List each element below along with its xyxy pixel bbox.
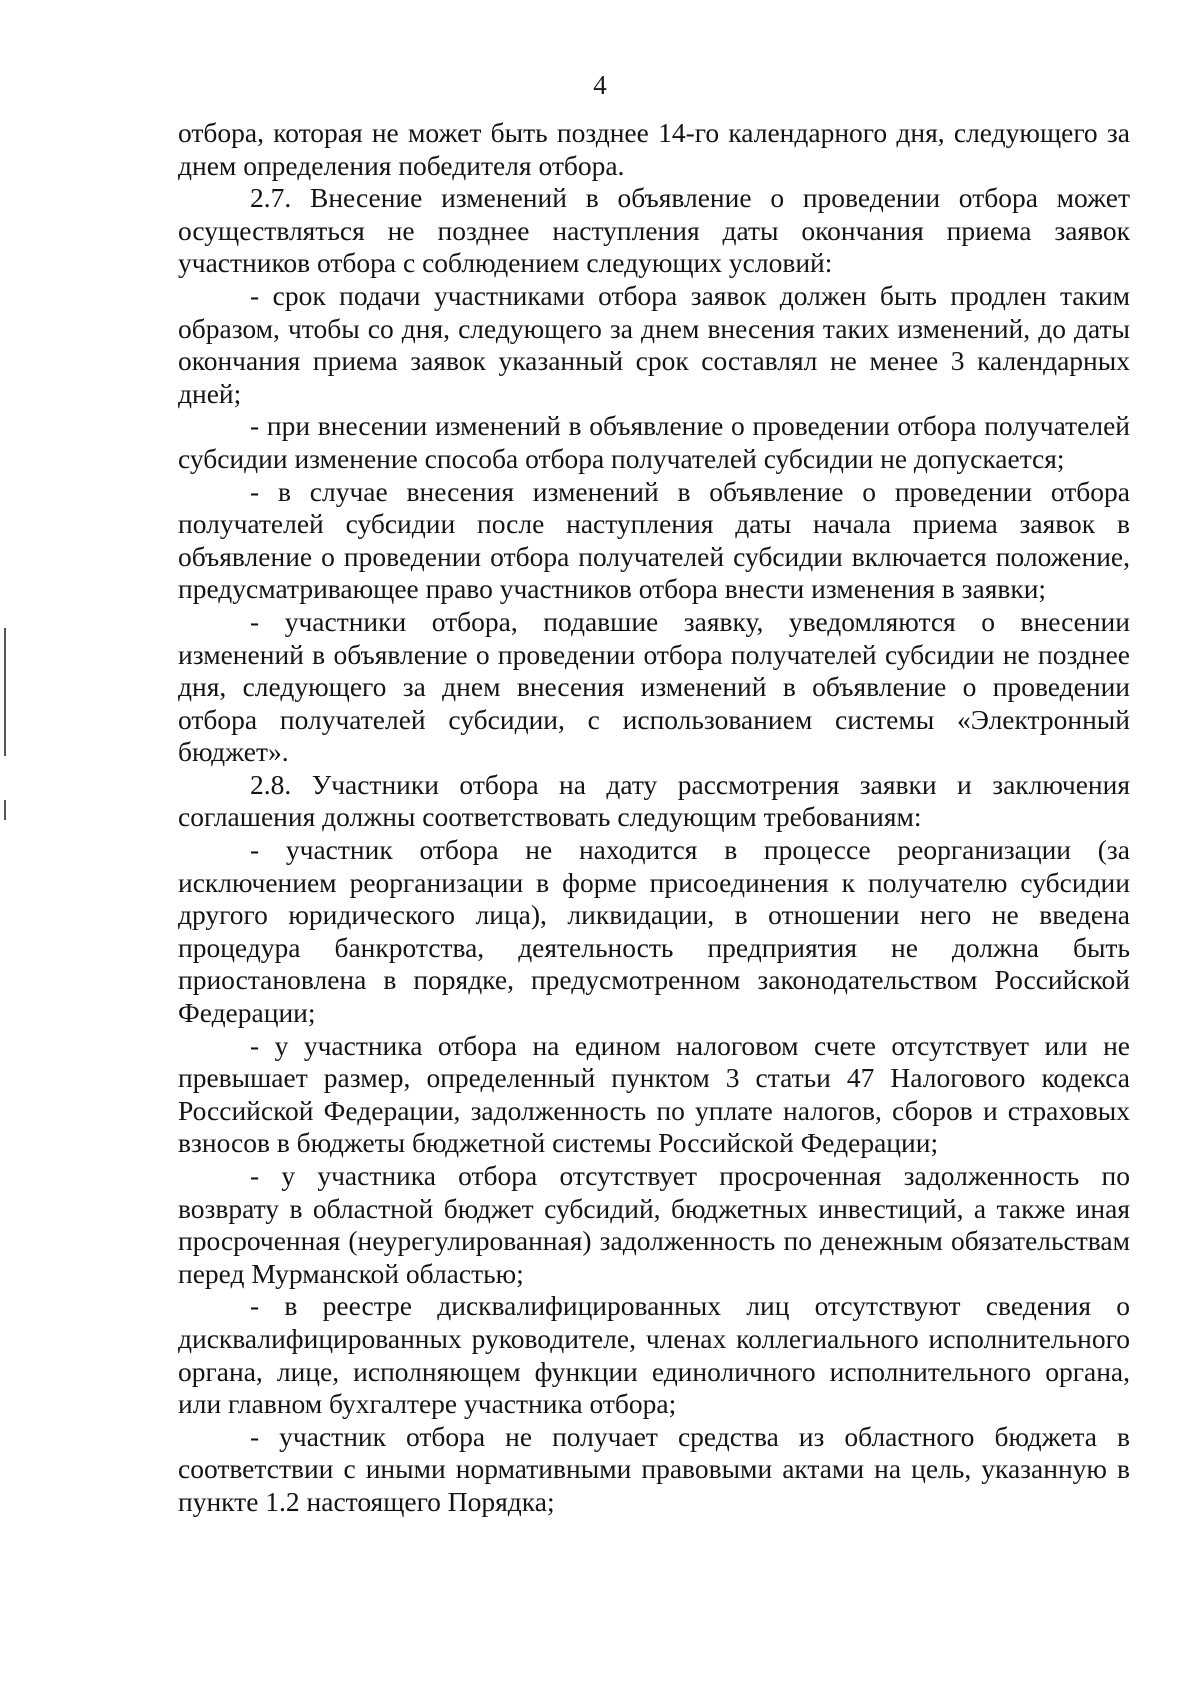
scan-margin-mark xyxy=(4,628,6,756)
paragraph-bullet: - у участника отбора на едином налоговом счете отсутствует или не превышает размер, определенный пунктом 3 статьи 47 Налогового кодекса Российской Федерации, задолженность по уплате налогов, сборов и страховых взносов в бюджеты бюджетной системы Российской Федерации; xyxy=(178,1029,1130,1159)
paragraph-clause-2-8: 2.8. Участники отбора на дату рассмотрения заявки и заключения соглашения должны соответствовать следующим требованиям: xyxy=(178,768,1130,833)
paragraph-bullet: - при внесении изменений в объявление о проведении отбора получателей субсидии изменение способа отбора получателей субсидии не допускается; xyxy=(178,410,1130,474)
paragraph-bullet: - участники отбора, подавшие заявку, уведомляются о внесении изменений в объявление о проведении отбора получателей субсидии не позднее дня, следующего за днем внесения изменений в объявление о проведении отбора получателей субсидии, с использованием системы «Электронный бюджет». xyxy=(178,605,1130,768)
paragraph-bullet: - срок подачи участниками отбора заявок должен быть продлен таким образом, чтобы со дня, следующего за днем внесения таких изменений, до даты окончания приема заявок указанный срок составлял не менее 3 календарных дней; xyxy=(178,279,1130,409)
scan-margin-mark xyxy=(4,800,6,820)
document-body xyxy=(178,117,1130,1519)
paragraph-clause-2-7: 2.7. Внесение изменений в объявление о проведении отбора может осуществляться не позднее наступления даты окончания приема заявок участников отбора с соблюдением следующих условий: xyxy=(178,182,1130,279)
paragraph-bullet: - у участника отбора отсутствует просроченная задолженность по возврату в областной бюджет субсидий, бюджетных инвестиций, а также иная просроченная (неурегулированная) задолженность по денежным обязательствам перед Мурманской областью; xyxy=(178,1160,1130,1289)
paragraph-bullet: - участник отбора не находится в процессе реорганизации (за исключением реорганизации в форме присоединения к получателю субсидии другого юридического лица), ликвидации, в отношении него не введена процедура банкротства, деятельность предприятия не должна быть приостановлена в порядке, предусмотренном законодательством Российской Федерации; xyxy=(178,834,1130,1029)
page-number: 4 xyxy=(593,70,607,100)
paragraph-bullet: - в случае внесения изменений в объявление о проведении отбора получателей субсидии после наступления даты начала приема заявок в объявление о проведении отбора получателей субсидии включается положение, предусматривающее право участников отбора внести изменения в заявки; xyxy=(178,475,1130,605)
paragraph-bullet: - в реестре дисквалифицированных лиц отсутствуют сведения о дисквалифицированных руководителе, членах коллегиального исполнительного органа, лице, исполняющем функции единоличного исполнительного органа, или главном бухгалтере участника отбора; xyxy=(178,1290,1130,1420)
paragraph-continuation: отбора, которая не может быть позднее 14-го календарного дня, следующего за днем определения победителя отбора. xyxy=(178,117,1130,181)
paragraph-bullet: - участник отбора не получает средства из областного бюджета в соответствии с иными нормативными правовыми актами на цель, указанную в пункте 1.2 настоящего Порядка; xyxy=(178,1420,1130,1517)
